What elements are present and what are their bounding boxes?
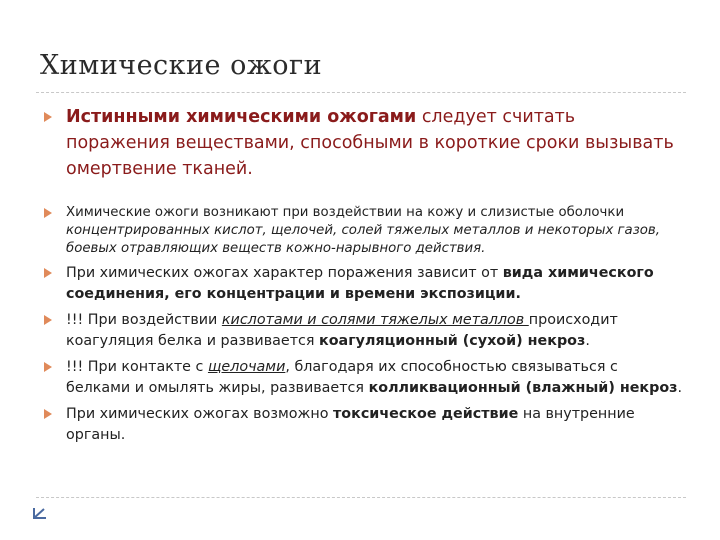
corner-arrow-icon [32, 506, 48, 520]
bullet-plain-text: !!! При воздействии [66, 312, 222, 328]
triangle-right-icon [44, 409, 52, 419]
bullet-item [42, 357, 682, 399]
bullet-list [42, 100, 682, 446]
bullet-text [66, 404, 682, 446]
bullet-underlined-text: кислотами и солями тяжелых металлов [221, 312, 529, 328]
bullet-bold-text: колликвационный (влажный) некроз [368, 380, 678, 396]
triangle-right-icon [44, 315, 52, 325]
bullet-plain-text: Химические ожоги возникают при воздействии на кожу и слизистые оболочки [66, 205, 625, 220]
triangle-right-icon [44, 268, 52, 278]
bullet-italic-text: концентрированных кислот, щелочей, солей тяжелых металлов и некоторых газов, боевых отравляющих веществ кожно-нарывного действия. [66, 223, 660, 256]
bullet-item [42, 404, 682, 446]
bullet-item [42, 263, 682, 305]
bullet-bold-text: Истинными химическими ожогами [66, 107, 417, 127]
bullet-plain-text: , благодаря их способностью связываться с белками и омылять жиры, развивается [66, 359, 618, 396]
bullet-plain-text: При химических ожогах возможно [66, 406, 334, 422]
bullet-bold-text: токсическое действие [333, 406, 519, 422]
bullet-plain-text: . [677, 380, 683, 396]
triangle-right-icon [44, 208, 52, 218]
bullet-bold-text: коагуляционный (сухой) некроз [319, 333, 586, 349]
slide-title: Химические ожоги [40, 50, 323, 81]
title-divider [36, 92, 686, 93]
bullet-item [42, 104, 682, 182]
bullet-bold-text: вида химического соединения, его концентрации и времени экспозиции. [66, 265, 654, 302]
bullet-text [66, 104, 682, 182]
bullet-text [66, 310, 682, 352]
triangle-right-icon [44, 362, 52, 372]
bullet-plain-text: . [585, 333, 590, 349]
bullet-plain-text: происходит коагуляция белка и развивается [66, 312, 618, 349]
bullet-plain-text: При химических ожогах характер поражения зависит от [66, 265, 503, 281]
triangle-right-icon [44, 112, 52, 122]
bullet-plain-text: !!! При контакте с [66, 359, 208, 375]
bullet-item [42, 204, 682, 258]
footer-divider [36, 497, 686, 498]
bullet-item [42, 310, 682, 352]
bullet-text [66, 357, 682, 399]
bullet-text [66, 204, 682, 258]
bullet-plain-text: следует считать поражения веществами, способными в короткие сроки вызывать омертвение тканей. [66, 107, 674, 179]
bullet-plain-text: на внутренние органы. [66, 406, 635, 443]
bullet-underlined-text: щелочами [207, 359, 286, 375]
bullet-text [66, 263, 682, 305]
